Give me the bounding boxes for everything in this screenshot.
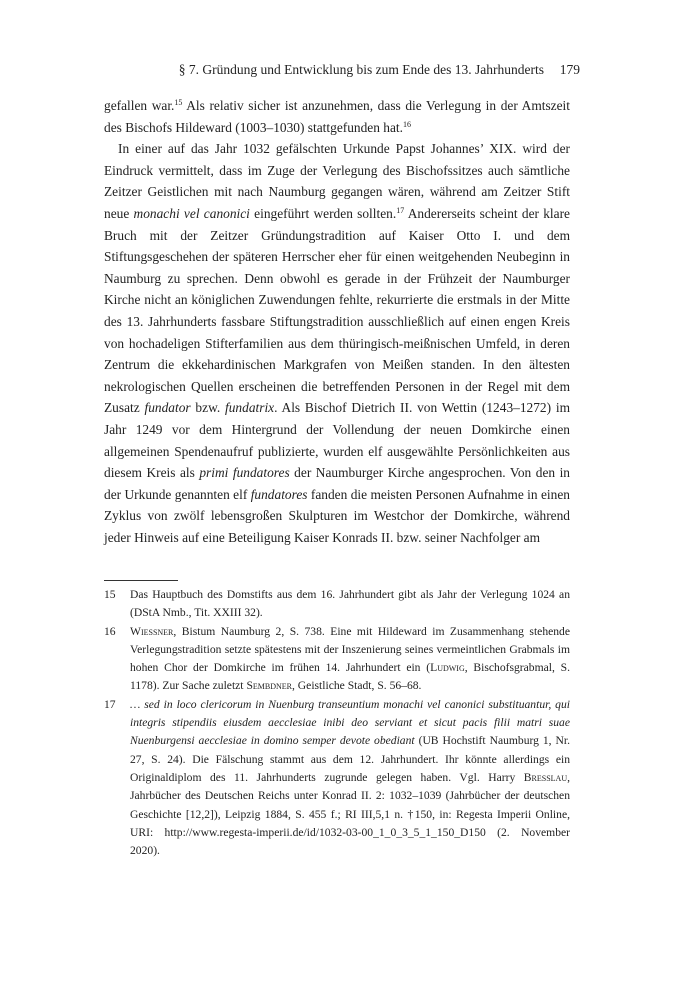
author-name: Ludwig [430,661,465,675]
text-run: fanden die meisten Personen Aufnahme in einen Zyklus von zwölf lebensgroßen Skulpturen im Westchor der Domkirche, während jeder Hinweis auf eine Beteiligung Kaiser Konrads II. bzw. seiner Nachfolger am [104,486,570,545]
footnote-text [130,623,570,696]
footnote-number: 16 [104,624,116,638]
footnote-17 [104,696,570,861]
text-run: (UB Hochstift Naumburg 1, Nr. 27, S. 24). Die Fälschung stammt aus dem 12. Jahrhundert. Ihr könnte allerdings ein Originaldiplom des 11. Jahrhunderts zugrunde gelegen haben. Vgl. Harry [130,734,571,784]
footnote-15 [104,586,570,623]
text-run: . Als Bischof Dietrich II. von Wettin (1243–1272) im Jahr 1249 vor dem Hintergrund der Vollendung der neuen Domkirche einen allgemeinen Spendenaufruf publizierte, wurden elf ausgewählte Persönlichkeiten aus diesem Kreis als [104,400,571,481]
text-run: gefallen war. [104,98,175,113]
running-title: § 7. Gründung und Entwicklung bis zum Ende des 13. Jahrhunderts [178,62,544,77]
italic-term: primi fundatores [199,465,290,481]
footnote-ref-16[interactable]: 16 [403,119,411,129]
text-run: Als relativ sicher ist anzunehmen, dass die Verlegung in der Amtszeit des Bischofs Hildeward (1003–1030) stattgefunden hat. [104,98,570,135]
footnotes [104,586,570,860]
italic-term: fundatores [250,486,308,502]
footnote-ref-15[interactable]: 15 [174,98,183,107]
footnote-ref-17[interactable]: 17 [396,205,405,215]
footnote-number: 15 [104,588,116,601]
footnote-separator [104,580,178,581]
author-name: Wiessner [130,624,174,638]
text-run: , Bistum Naumburg 2, S. 738. Eine mit Hildeward im Zusammenhang stehende Verlegungstradition setzte spätestens mit der Inszenierung seines vermeintlichen Grabmals im hohen Chor der Domkirche im frühen 14. Jahrhundert ein ( [130,624,570,675]
footnote-number: 17 [104,697,116,711]
footnote-text [130,586,570,623]
author-name: Sembdner [246,679,292,693]
paragraph-1 [104,95,570,138]
text-run: In einer auf das Jahr 1032 gefälschten Urkunde Papst Johannes’ XIX. wird der Eindruck vermittelt, dass im Zuge der Verlegung des Bischofssitzes auch sämtliche Zeitzer Geistlichen mit nach Naumburg gegangen wären, während am Zeitzer Stift neue [104,141,570,221]
footnote-16 [104,623,570,696]
text-run: , Bischofsgrabmal, S. 1178). Zur Sache zuletzt [130,661,570,693]
text-run: eingeführt werden sollten. [249,205,397,221]
text-run: Andererseits scheint der klare Bruch mit der Zeitzer Gründungstradition auf Kaiser Otto I. und dem Stiftungsgeschehen der späteren Herrscher eher für einen weitgehenden Neubeginn in Naumburg zu sprechen. Denn obwohl es gerade in der Frühzeit der Naumburger Kirche nicht an königlichen Zuwendungen fehlte, rekurrierte die erstmals in der Mitte des 13. Jahrhunderts fassbare Stiftungstradition ausschließlich auf einen engen Kreis von hochadeligen Stifterfamilien aus dem thüringisch-meißnischen Umfeld, in deren Zentrum die ekkehardinischen Markgrafen von Meißen standen. In den ältesten nekrologischen Quellen erscheinen die betreffenden Personen in der Regel mit dem Zusatz [104,205,571,416]
text-run: Das Hauptbuch des Domstifts aus dem 16. Jahrhundert gibt als Jahr der Verlegung 1024 an (DStA Nmb., Tit. XXIII 32). [130,588,570,620]
paragraph-2 [104,138,570,548]
text-run: bzw. [190,400,226,416]
page-number: 179 [559,62,580,77]
italic-term: monachi vel canonici [133,205,250,221]
text-run: der Naumburger Kirche angesprochen. Von den in der Urkunde genannten elf [104,465,571,502]
text-run: , Jahrbücher des Deutschen Reichs unter Konrad II. 2: 1032–1039 (Jahrbücher der deutschen Geschichte [12,2]), Leipzig 1884, S. 455 f.; RI III,5,1 n. †150, in: Regesta Imperii Online, URI: http://www.regesta-imperii.de/id/1032-03-00_1_0_3_5_1_150_D150 (2. November 2020). [130,770,570,858]
italic-term: fundatrix [225,400,275,416]
latin-quote: … sed in loco clericorum in Nuenburg transeuntium monachi vel canonici substituantur, qui integris stipendiis eiusdem aecclesiae inibi deo serviant et sicut pacis filii matri suae Nuenburgensi aecclesiae in domino semper devote obediant [130,697,570,748]
author-name: Bresslau [523,770,568,784]
footnote-text [130,696,570,861]
italic-term: fundator [144,400,191,416]
text-run: , Geistliche Stadt, S. 56–68. [292,679,422,693]
main-text [104,95,570,548]
